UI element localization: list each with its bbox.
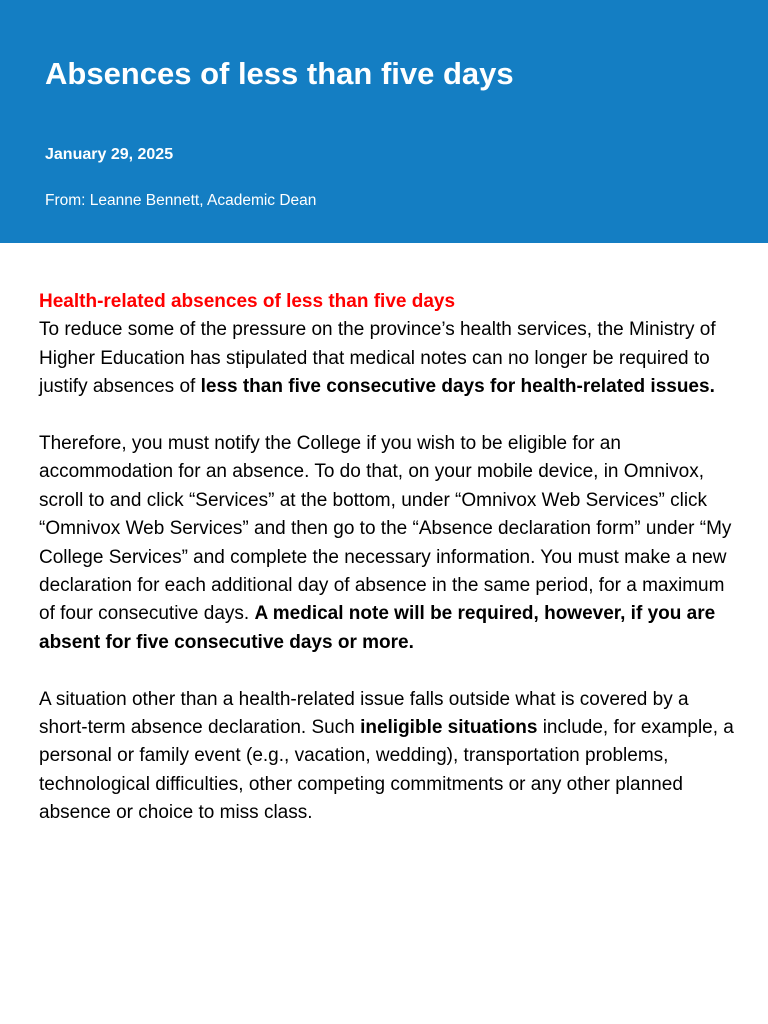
paragraph-intro-emphasis: less than five consecutive days for health-related issues. [200, 376, 715, 398]
paragraph-instructions [39, 430, 739, 657]
header-banner [0, 0, 768, 243]
paragraph-intro-text: To reduce some of the pressure on the province’s health services, the Ministry of Higher Education has stipulated that medical notes can no longer be required to justify absences of [39, 319, 716, 398]
paragraph-instructions-emphasis: A medical note will be required, however, if you are absent for five consecutive days or more. [39, 603, 716, 653]
author-line: From: Leanne Bennett, Academic Dean [45, 192, 317, 209]
section-heading: Health-related absences of less than five days [39, 291, 456, 312]
article-body [39, 288, 739, 856]
paragraph-instructions-text: Therefore, you must notify the College if you wish to be eligible for an accommodation for an absence. To do that, on your mobile device, in Omnivox, scroll to and click “Services” at the bottom, under “Omnivox Web Services” click “Omnivox Web Services” and then go to the “Absence declaration form” under “My College Services” and complete the necessary information. You must make a new declaration for each additional day of absence in the same period, for a maximum of four consecutive days. [39, 433, 732, 625]
paragraph-ineligible-text-before: A situation other than a health-related issue falls outside what is covered by a short-term absence declaration. Such [39, 688, 689, 739]
paragraph-ineligible [39, 686, 739, 828]
publish-date: January 29, 2025 [45, 146, 174, 163]
paragraph-ineligible-emphasis: ineligible situations [360, 717, 538, 739]
page-title: Absences of less than five days [45, 56, 514, 91]
paragraph-ineligible-text-after: include, for example, a personal or family event (e.g., vacation, wedding), transportation problems, technological difficulties, other competing commitments or any other planned absence or choice to miss class. [39, 717, 734, 824]
paragraph-intro [39, 288, 739, 402]
